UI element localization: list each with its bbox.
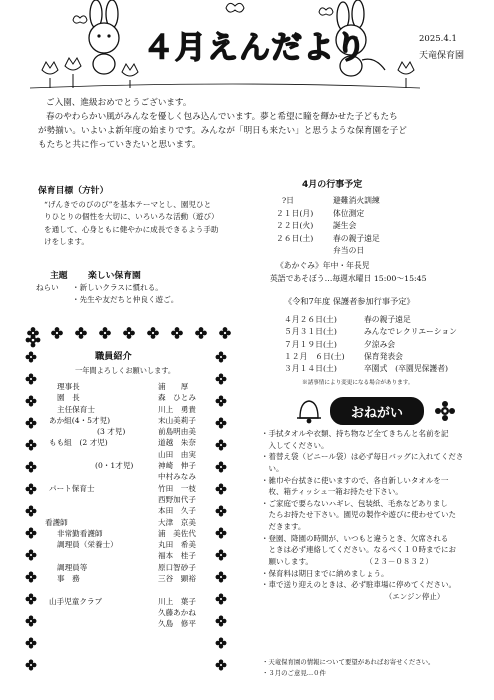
staff-row xyxy=(37,528,224,539)
aim-item: ・新しいクラスに慣れる。 xyxy=(72,283,163,292)
staff-row xyxy=(37,381,224,392)
request-line: 枚、箱ティッシュ一箱お持たせ下さい。 xyxy=(261,487,403,497)
flower-icon xyxy=(430,396,460,426)
staff-role: 山手児童クラブ xyxy=(49,596,103,606)
flower-icon xyxy=(51,327,63,339)
staff-name: 前島明由美 xyxy=(158,427,196,437)
issue-date: 2025.4.1 xyxy=(419,34,457,44)
flower-icon xyxy=(26,352,37,363)
event-day: ?日 xyxy=(282,196,294,205)
staff-name: 大津 京美 xyxy=(158,517,196,527)
staff-row xyxy=(37,618,224,629)
event-name: 弁当の日 xyxy=(333,246,365,256)
april-events-list xyxy=(270,195,470,285)
staff-name: 丸田 希美 xyxy=(158,540,196,550)
request-line: ・保育料は期日までに納めましょう。 xyxy=(261,568,389,578)
flower-icon xyxy=(123,327,135,339)
request-line: ・ご家庭で要らないハギレ、包装紙、毛糸などありまし xyxy=(261,498,448,508)
event-day: ２１日(月) xyxy=(276,208,314,218)
event-name: 避難消火訓練 xyxy=(333,196,380,205)
staff-role: (0・1才児) xyxy=(95,461,134,471)
request-line: ・車で送り迎えのときは、必ず駐車場に停めてください。 xyxy=(261,580,456,590)
staff-name: 本田 久子 xyxy=(158,506,196,516)
parent-event-date: １２月 ６日(土) xyxy=(284,351,345,361)
flower-icon xyxy=(26,418,37,429)
flower-icon xyxy=(26,440,37,451)
intro-text xyxy=(38,97,468,153)
parent-event-row xyxy=(284,314,474,326)
event-row xyxy=(270,233,470,246)
school-name: 天竜保育園 xyxy=(419,51,465,61)
request-line: ・雑巾や台拭きに使いますので、各自新しいタオルを一 xyxy=(261,475,449,485)
parent-event-name: 春の親子遠足 xyxy=(364,315,411,324)
event-day: ２６日(土) xyxy=(276,233,314,243)
aim-item: ・先生や友だちと仲良く遊ご。 xyxy=(72,295,179,305)
flower-icon xyxy=(27,327,39,339)
staff-row xyxy=(37,584,224,595)
flower-icon xyxy=(75,327,87,339)
request-line: （エンジン停止） xyxy=(261,591,445,601)
aim-list xyxy=(72,282,178,307)
staff-name: 道越 朱奈 xyxy=(158,438,196,448)
request-line: ・着替え袋（ビニール袋）は必ず毎日バッグに入れてくださ xyxy=(261,452,464,462)
parent-event-name: 夕涼み会 xyxy=(364,339,396,349)
staff-row xyxy=(37,426,224,437)
staff-row xyxy=(37,392,224,403)
flower-icon xyxy=(195,327,207,339)
staff-role: パート保育士 xyxy=(49,483,95,493)
policy-line: りひとりの個性を大切に、いろいろな活動（遊び） xyxy=(44,212,219,222)
footnote-line: ・３月のご意見…０件 xyxy=(262,668,326,677)
event-note: 《あかぐみ》年中・年長児 xyxy=(276,260,370,270)
request-line: ・手拭タオルや衣類、持ち物など全てきちんと名前を記 xyxy=(261,429,449,438)
staff-row xyxy=(37,573,224,584)
staff-name: 森 ひとみ xyxy=(158,393,196,403)
staff-name: 竹田 一枝 xyxy=(158,483,196,493)
flower-icon xyxy=(171,327,183,339)
flower-icon xyxy=(26,638,37,649)
staff-role: もも組 (2 才児) xyxy=(49,438,108,448)
flower-icon xyxy=(26,462,37,473)
intro-line: が勢揃い。いよいよ新年度の始まりです。みんなが「明日も来たい」と思うような保育園を子ど xyxy=(38,125,407,136)
staff-row xyxy=(37,449,224,460)
parent-events-list xyxy=(284,314,474,375)
staff-name: 川上 勇貴 xyxy=(158,404,196,414)
staff-role: 調理員等 xyxy=(57,562,88,572)
flower-icon xyxy=(26,396,37,407)
staff-role: 園 長 xyxy=(57,393,80,403)
request-line: い。 xyxy=(261,463,284,473)
staff-row xyxy=(37,460,224,471)
aim-label: ねらい xyxy=(36,283,59,292)
request-list xyxy=(261,428,471,602)
staff-list xyxy=(37,381,224,630)
parent-events-heading: 《令和7年度 保護者参加行事予定》 xyxy=(284,296,415,306)
staff-name: 西野加代子 xyxy=(158,494,196,504)
staff-name: 福本 桂子 xyxy=(158,551,196,561)
staff-box xyxy=(37,340,224,678)
staff-row xyxy=(37,505,224,516)
staff-name: 中村みなみ xyxy=(158,472,196,482)
staff-row xyxy=(37,415,224,426)
staff-row xyxy=(37,562,224,573)
flower-icon xyxy=(147,327,159,339)
staff-name: 原口智砂子 xyxy=(158,562,196,572)
staff-name: 末山美莉子 xyxy=(158,415,196,425)
staff-name: 山田 由実 xyxy=(158,449,196,459)
parent-event-date: ３月１４日(土) xyxy=(284,364,337,374)
event-day: ２２日(火) xyxy=(276,221,314,231)
staff-role: 主任保育士 xyxy=(57,404,95,414)
parent-event-date: ５月３１日(土) xyxy=(284,327,337,337)
parent-event-name: 卒園式 (卒園児保護者) xyxy=(364,364,449,374)
parent-event-row xyxy=(284,351,474,363)
parent-event-row xyxy=(284,339,474,351)
policy-text xyxy=(44,199,244,248)
staff-row xyxy=(37,596,224,607)
flower-icon xyxy=(26,572,37,583)
policy-line: を通して、心身ともに健やかに成長できるよう手助 xyxy=(44,224,219,234)
theme-title: 楽しい保育園 xyxy=(88,271,141,281)
policy-line: けをします。 xyxy=(44,236,89,246)
staff-row xyxy=(37,404,224,415)
event-note: 英語であそぼう…毎週水曜日 15:00～15:45 xyxy=(270,273,427,283)
intro-line: もたちと共に作っていきたいと思います。 xyxy=(38,139,201,150)
staff-greeting: 一年間よろしくお願いします。 xyxy=(75,366,176,375)
request-line: ・登園、降園の時間が、いつもと違うとき、欠席される xyxy=(261,533,449,543)
event-row xyxy=(270,208,470,221)
staff-row xyxy=(37,483,224,494)
staff-name: 川上 葉子 xyxy=(158,596,196,606)
staff-role: 事 務 xyxy=(57,574,80,584)
flower-icon xyxy=(26,616,37,627)
event-row xyxy=(270,195,470,208)
event-row xyxy=(270,245,470,258)
footnotes xyxy=(262,657,434,679)
request-line: だきます。 xyxy=(261,522,306,531)
parent-event-name: 保育発表会 xyxy=(364,351,403,361)
staff-row xyxy=(37,539,224,550)
flower-icon xyxy=(99,327,111,339)
staff-role: 調理員（栄養士） xyxy=(57,540,118,550)
flower-icon xyxy=(219,327,231,339)
event-name: 春の親子遠足 xyxy=(333,233,380,243)
event-row xyxy=(270,220,470,233)
request-line: たらお持たせ下さい。園児の製作や遊びに使わせていた xyxy=(261,510,456,520)
parent-event-row xyxy=(284,363,474,375)
staff-name: 三谷 顕裕 xyxy=(158,574,196,584)
request-line: ときは必ず連絡してください。なるべく１０時までにお xyxy=(261,545,456,555)
parent-event-date: ４月２６日(土) xyxy=(284,315,337,324)
intro-line: ご入園、進級おめでとうございます。 xyxy=(46,98,192,108)
flower-icon xyxy=(26,528,37,539)
newsletter-title: ４月えんだより xyxy=(143,30,367,66)
staff-row xyxy=(37,517,224,528)
staff-name: 浦 厚 xyxy=(158,382,189,391)
staff-row xyxy=(37,550,224,561)
flower-icon xyxy=(26,550,37,561)
staff-heading: 職員紹介 xyxy=(95,351,132,362)
request-heading: おねがい xyxy=(350,406,403,421)
request-line: 入してください。 xyxy=(261,440,329,450)
staff-name: 久島 修平 xyxy=(158,619,196,629)
parent-events-footnote: ※諸事情により変更になる場合があります。 xyxy=(302,380,414,386)
staff-name: 浦 美佐代 xyxy=(158,528,196,538)
staff-name: 久藤あかね xyxy=(158,607,196,617)
staff-role: 看護師 xyxy=(45,517,68,527)
staff-row xyxy=(37,471,224,482)
flower-icon xyxy=(26,660,37,671)
april-heading: 4月の行事予定 xyxy=(302,180,363,190)
parent-event-name: みんなでレクリエーション xyxy=(364,327,457,337)
staff-role: 理事長 xyxy=(57,382,80,391)
staff-role: あか組(4・5才児) xyxy=(49,415,111,425)
flower-icon xyxy=(26,506,37,517)
flower-icon xyxy=(26,594,37,605)
flower-icon xyxy=(26,374,37,385)
policy-line: “げんきでのびのび”を基本テーマとし、園児ひと xyxy=(44,200,212,209)
staff-role: 非常勤看護師 xyxy=(57,528,103,538)
parent-event-date: ７月１９日(土) xyxy=(284,339,337,349)
request-line: 願いします。 （２３－０８３２） xyxy=(261,556,433,566)
policy-heading: 保育目標（方针） xyxy=(38,186,109,196)
intro-line: 春のやわらかい風がみんなを優しく包み込んでいます。夢と希望に瞳を輝かせた子どもたち xyxy=(46,111,398,122)
parent-event-row xyxy=(284,326,474,338)
staff-name: 神崎 伸子 xyxy=(158,461,196,471)
staff-row xyxy=(37,494,224,505)
staff-role: (3 才児) xyxy=(97,427,126,437)
event-name: 体位測定 xyxy=(333,208,365,218)
staff-row xyxy=(37,607,224,618)
request-heading-badge xyxy=(330,397,424,425)
theme-label: 主題 xyxy=(50,271,68,281)
bell-icon xyxy=(294,396,324,426)
footnote-line: ・天竜保育園の情報について要望があればお寄せください。 xyxy=(262,658,435,666)
flower-icon xyxy=(26,484,37,495)
event-name: 誕生会 xyxy=(333,221,357,231)
staff-row xyxy=(37,437,224,448)
